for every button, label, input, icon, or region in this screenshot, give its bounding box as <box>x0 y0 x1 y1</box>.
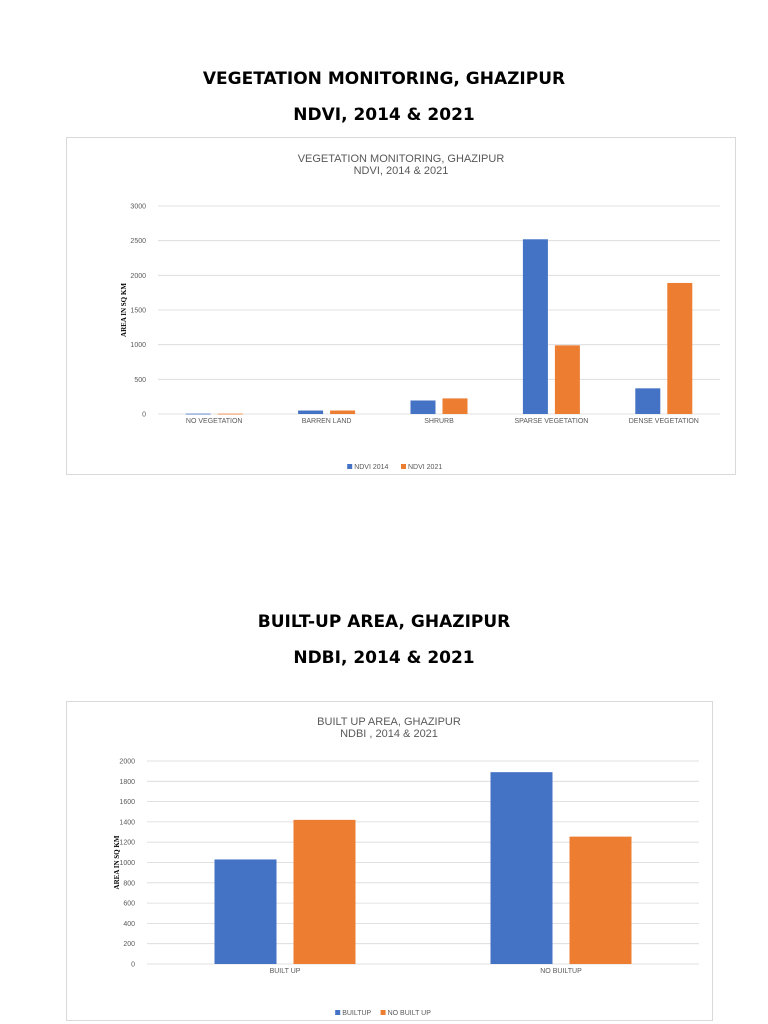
veg-chart-title: VEGETATION MONITORING, GHAZIPUR <box>297 153 505 165</box>
builtup-y-tick-label: 200 <box>123 941 135 949</box>
veg-bar-series1 <box>411 400 436 414</box>
builtup-y-axis-label: AREA IN SQ KM <box>113 835 121 890</box>
builtup-bar-series1 <box>491 772 553 964</box>
veg-y-tick-label: 0 <box>142 411 146 419</box>
veg-heading-line1: VEGETATION MONITORING, GHAZIPUR <box>202 69 566 89</box>
veg-chart-subtitle: NDVI, 2014 & 2021 <box>353 165 449 177</box>
veg-y-tick-label: 500 <box>134 376 146 384</box>
builtup-y-tick-label: 1200 <box>119 839 135 847</box>
veg-y-axis-label: AREA IN SQ KM <box>120 283 128 337</box>
veg-category-label: SHRURB <box>424 418 454 425</box>
veg-category-label: NO VEGETATION <box>185 418 243 425</box>
veg-y-tick-label: 3000 <box>130 203 146 211</box>
builtup-legend-swatch <box>335 1010 340 1015</box>
veg-category-label: SPARSE VEGETATION <box>514 418 589 425</box>
builtup-chart <box>66 701 713 1021</box>
builtup-bar-series2 <box>294 820 356 964</box>
veg-bar-series2 <box>218 414 243 415</box>
vegetation-chart <box>66 137 736 475</box>
veg-legend-swatch <box>347 464 352 469</box>
veg-bar-series1 <box>186 414 211 415</box>
veg-y-tick-label: 1500 <box>130 307 146 315</box>
builtup-y-tick-label: 400 <box>123 920 135 928</box>
veg-y-tick-label: 2500 <box>130 238 146 246</box>
veg-heading-line2: NDVI, 2014 & 2021 <box>293 105 475 125</box>
veg-y-tick-label: 1000 <box>130 342 146 350</box>
veg-category-label: BARREN LAND <box>301 418 352 425</box>
veg-bar-series2 <box>667 283 692 414</box>
veg-bar-series2 <box>555 345 580 414</box>
builtup-chart-title: BUILT UP AREA, GHAZIPUR <box>317 716 461 728</box>
builtup-y-tick-label: 1000 <box>119 860 135 867</box>
veg-y-tick-label: 2000 <box>130 272 146 280</box>
builtup-category-label: NO BUILTUP <box>540 968 582 975</box>
builtup-legend-swatch <box>381 1010 386 1015</box>
builtup-bar-series2 <box>570 837 632 964</box>
builtup-legend-label: BUILTUP <box>342 1010 372 1017</box>
builtup-y-tick-label: 1400 <box>119 819 135 827</box>
builtup-y-tick-label: 1600 <box>119 799 135 807</box>
builtup-y-tick-label: 600 <box>123 900 135 908</box>
veg-legend-swatch <box>401 464 406 469</box>
builtup-legend-label: NO BUILT UP <box>387 1010 431 1017</box>
builtup-y-tick-label: 800 <box>123 880 135 888</box>
veg-bar-series2 <box>443 398 468 414</box>
vegetation-chart-svg <box>67 138 735 474</box>
veg-bar-series1 <box>523 239 548 414</box>
builtup-heading-line1: BUILT-UP AREA, GHAZIPUR <box>257 612 511 632</box>
veg-legend-label: NDVI 2014 <box>354 464 389 471</box>
veg-bar-series2 <box>330 411 355 414</box>
builtup-chart-svg <box>67 702 712 1020</box>
builtup-bar-series1 <box>215 859 277 964</box>
veg-bar-series1 <box>635 388 660 414</box>
builtup-category-label: BUILT UP <box>269 968 301 975</box>
builtup-chart-subtitle: NDBI , 2014 & 2021 <box>340 728 438 740</box>
veg-category-label: DENSE VEGETATION <box>628 418 699 425</box>
builtup-y-tick-label: 1800 <box>119 778 135 786</box>
builtup-heading-line2: NDBI, 2014 & 2021 <box>293 648 475 668</box>
veg-bar-series1 <box>298 411 323 414</box>
builtup-y-tick-label: 0 <box>131 961 135 969</box>
veg-legend-label: NDVI 2021 <box>408 464 443 471</box>
builtup-y-tick-label: 2000 <box>119 758 135 766</box>
